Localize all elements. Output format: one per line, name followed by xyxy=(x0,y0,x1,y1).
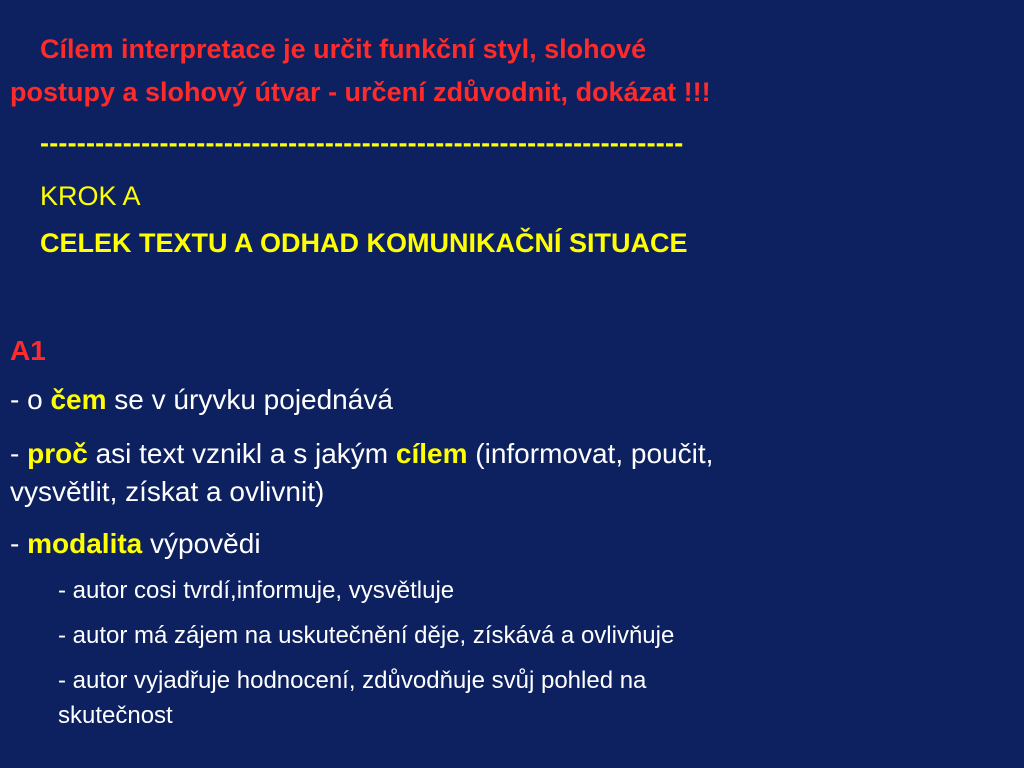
sub-item-2: - autor má zájem na uskutečnění děje, získává a ovlivňuje xyxy=(58,622,675,649)
krok-heading: KROK A xyxy=(40,181,141,211)
intro-line-2: postupy a slohový útvar - určení zdůvodnit, dokázat !!! xyxy=(10,77,711,107)
item-text: se v úryvku pojednává xyxy=(106,384,393,415)
item-prefix: - o xyxy=(10,384,51,415)
item-prefix: - xyxy=(10,438,28,469)
item-keyword: modalita xyxy=(27,528,143,559)
list-item-modalita xyxy=(10,528,261,560)
sub-item-3: - autor vyjadřuje hodnocení, zdůvodňuje svůj pohled na xyxy=(58,667,647,694)
item-prefix: - xyxy=(10,528,28,559)
separator-line: ---------------------------------------------------------------------- xyxy=(40,128,684,158)
item-keyword: proč xyxy=(27,438,88,469)
intro-line-1: Cílem interpretace je určit funkční styl, slohové xyxy=(40,34,647,64)
sub-item-1: - autor cosi tvrdí,informuje, vysvětluje xyxy=(58,577,455,604)
list-item-proc xyxy=(10,438,713,470)
list-item-proc-continuation: vysvětlit, získat a ovlivnit) xyxy=(10,476,325,507)
celek-heading: CELEK TEXTU A ODHAD KOMUNIKAČNÍ SITUACE xyxy=(40,228,688,258)
item-text-end: (informovat, poučit, xyxy=(467,438,714,469)
item-text: asi text vznikl a s jakým xyxy=(87,438,396,469)
item-keyword: čem xyxy=(50,384,107,415)
list-item-cem xyxy=(10,384,393,416)
item-text: výpovědi xyxy=(142,528,261,559)
item-keyword-2: cílem xyxy=(395,438,468,469)
a1-heading: A1 xyxy=(10,335,46,366)
sub-item-3-continuation: skutečnost xyxy=(58,702,173,729)
